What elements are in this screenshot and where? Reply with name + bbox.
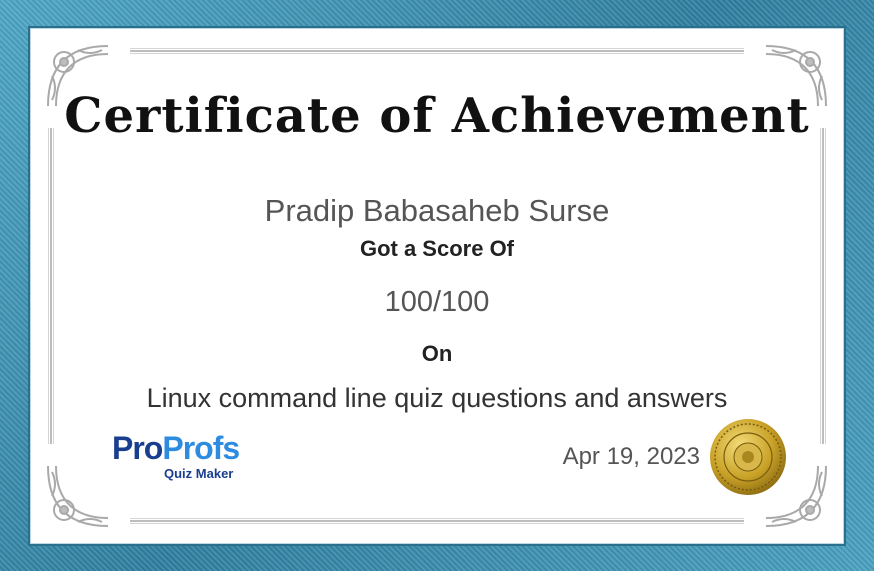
logo-subtitle: Quiz Maker: [164, 466, 234, 481]
certificate-title: Certificate of Achievement: [64, 88, 810, 144]
quiz-name: Linux command line quiz questions and answers: [146, 383, 728, 413]
proprofs-logo: [112, 430, 272, 486]
certificate-paper: [30, 28, 844, 544]
top-border-rule: [130, 48, 744, 54]
logo-brand-part2: Profs: [162, 430, 240, 466]
gold-seal-icon: [708, 417, 788, 497]
certificate-date: Apr 19, 2023: [562, 443, 700, 470]
on-label: On: [421, 341, 453, 366]
bottom-border-rule: [130, 518, 744, 524]
score-value: 100/100: [384, 286, 490, 318]
logo-wordmark: [112, 430, 239, 466]
score-label: Got a Score Of: [359, 236, 515, 261]
recipient-name: Pradip Babasaheb Surse: [264, 193, 610, 228]
logo-brand-part1: Pro: [112, 430, 163, 466]
